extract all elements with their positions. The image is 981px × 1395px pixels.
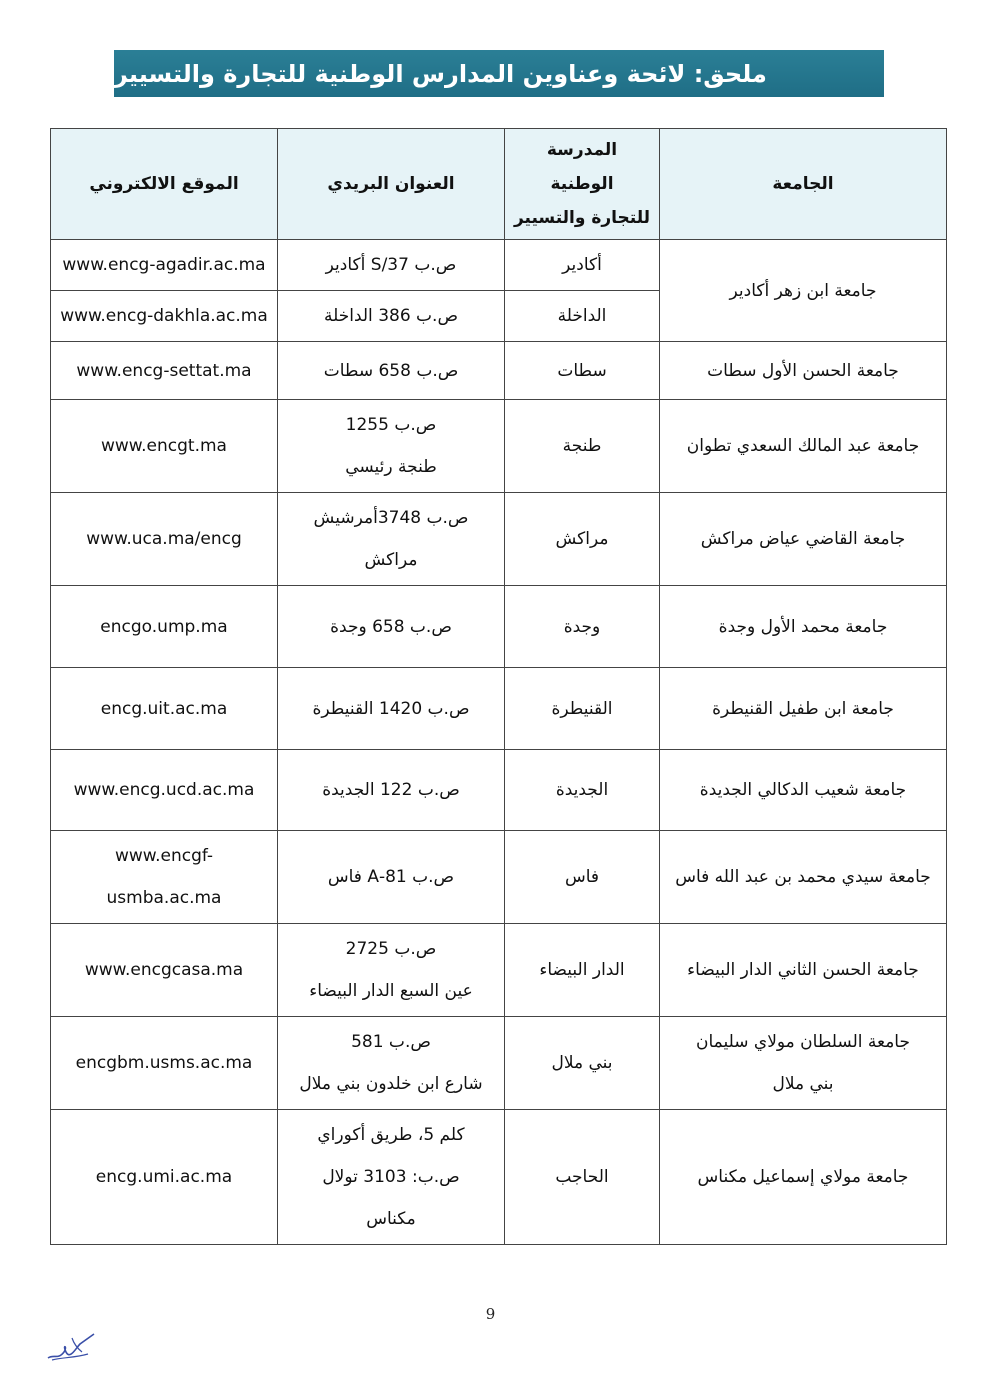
- school-cell: الداخلة: [505, 291, 660, 342]
- address-cell: ص.ب 386 الداخلة: [278, 291, 505, 342]
- table-row: [51, 400, 947, 493]
- university-cell: جامعة الحسن الثاني الدار البيضاء: [660, 924, 947, 1017]
- website-cell: encg.umi.ac.ma: [51, 1110, 278, 1245]
- university-cell: جامعة محمد الأول وجدة: [660, 586, 947, 668]
- university-cell: جامعة سيدي محمد بن عبد الله فاس: [660, 831, 947, 924]
- website-cell: www.encgt.ma: [51, 400, 278, 493]
- header-website: الموقع الالكتروني: [51, 129, 278, 240]
- university-cell: جامعة الحسن الأول سطات: [660, 342, 947, 400]
- header-school: المدرسة الوطنية للتجارة والتسيير: [505, 129, 660, 240]
- address-cell: ص.ب 658 وجدة: [278, 586, 505, 668]
- school-cell: أكادير: [505, 240, 660, 291]
- website-cell: www.encg-settat.ma: [51, 342, 278, 400]
- website-cell: encgbm.usms.ac.ma: [51, 1017, 278, 1110]
- table-row: [51, 586, 947, 668]
- schools-table: [50, 128, 947, 1245]
- header-address: العنوان البريدي: [278, 129, 505, 240]
- table-row: [51, 240, 947, 291]
- school-cell: فاس: [505, 831, 660, 924]
- address-cell: ص.ب 1255 طنجة رئيسي: [278, 400, 505, 493]
- university-cell: جامعة القاضي عياض مراكش: [660, 493, 947, 586]
- university-cell: جامعة السلطان مولاي سليمان بني ملال: [660, 1017, 947, 1110]
- school-cell: مراكش: [505, 493, 660, 586]
- website-cell: www.encgf- usmba.ac.ma: [51, 831, 278, 924]
- school-cell: الحاجب: [505, 1110, 660, 1245]
- website-cell: www.encg-dakhla.ac.ma: [51, 291, 278, 342]
- address-cell: ص.ب 122 الجديدة: [278, 750, 505, 831]
- table-row: [51, 750, 947, 831]
- school-cell: الدار البيضاء: [505, 924, 660, 1017]
- table-row: [51, 924, 947, 1017]
- university-cell: جامعة ابن طفيل القنيطرة: [660, 668, 947, 750]
- address-cell: كلم 5، طريق أكوراي ص.ب: 3103 تولال مكناس: [278, 1110, 505, 1245]
- university-cell: جامعة شعيب الدكالي الجديدة: [660, 750, 947, 831]
- address-cell: ص.ب 81-A فاس: [278, 831, 505, 924]
- address-cell: ص.ب 658 سطات: [278, 342, 505, 400]
- table-row: [51, 668, 947, 750]
- website-cell: encgo.ump.ma: [51, 586, 278, 668]
- table-row: [51, 1017, 947, 1110]
- title-banner: [114, 50, 884, 97]
- header-university: الجامعة: [660, 129, 947, 240]
- website-cell: encg.uit.ac.ma: [51, 668, 278, 750]
- table-header-row: [51, 129, 947, 240]
- school-cell: وجدة: [505, 586, 660, 668]
- table-row: [51, 342, 947, 400]
- address-cell: ص.ب 3748أمرشيش مراكش: [278, 493, 505, 586]
- address-cell: ص.ب 2725 عين السبع الدار البيضاء: [278, 924, 505, 1017]
- table-row: [51, 831, 947, 924]
- university-cell: جامعة مولاي إسماعيل مكناس: [660, 1110, 947, 1245]
- school-cell: سطات: [505, 342, 660, 400]
- table-row: [51, 493, 947, 586]
- university-cell: جامعة عبد المالك السعدي تطوان: [660, 400, 947, 493]
- school-cell: الجديدة: [505, 750, 660, 831]
- school-cell: طنجة: [505, 400, 660, 493]
- table-row: [51, 1110, 947, 1245]
- website-cell: www.encgcasa.ma: [51, 924, 278, 1017]
- address-cell: ص.ب 37/S أكادير: [278, 240, 505, 291]
- website-cell: www.uca.ma/encg: [51, 493, 278, 586]
- website-cell: www.encg.ucd.ac.ma: [51, 750, 278, 831]
- page-number: 9: [485, 1305, 496, 1323]
- website-cell: www.encg-agadir.ac.ma: [51, 240, 278, 291]
- school-cell: بني ملال: [505, 1017, 660, 1110]
- signature-mark: [44, 1330, 100, 1364]
- address-cell: ص.ب 1420 القنيطرة: [278, 668, 505, 750]
- university-cell: جامعة ابن زهر أكادير: [660, 240, 947, 342]
- address-cell: ص.ب 581 شارع ابن خلدون بني ملال: [278, 1017, 505, 1110]
- page-title: ملحق: لائحة وعناوين المدارس الوطنية للتجارة والتسيير: [114, 59, 767, 88]
- school-cell: القنيطرة: [505, 668, 660, 750]
